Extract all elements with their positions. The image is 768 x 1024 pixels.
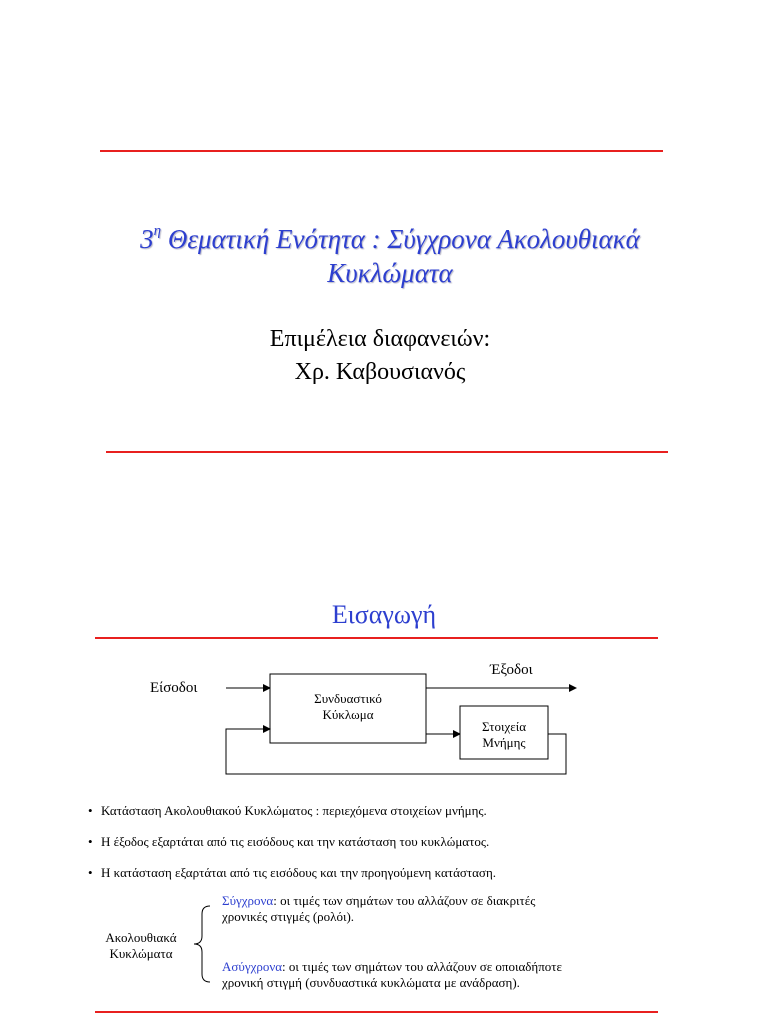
slide1-title-line1: $3^\eta$ Θεματική Ενότητα : Σύγχρονα Ακολουθιακά [140, 223, 640, 254]
inputs-label: Είσοδοι [150, 680, 198, 696]
sequential-circuits-label: Ακολουθιακά Κυκλώματα [105, 930, 177, 961]
asynchronous-description: Ασύγχρονα: οι τιμές των σημάτων του αλλάζουν σε οποιαδήποτε χρονική στιγμή (συνδυαστικά κυκλώματα με ανάδραση). [222, 959, 562, 990]
synchronous-description: Σύγχρονα: οι τιμές των σημάτων του αλλάζουν σε διακριτές χρονικές στιγμές (ρολόι). [222, 893, 536, 924]
slide1-top-rule [100, 150, 663, 152]
bullet-marker: • [88, 803, 93, 818]
memory-block-label: Στοιχεία Μνήμης [481, 719, 527, 750]
bullet-marker: • [88, 834, 93, 849]
slide1-subtitle [60, 323, 700, 389]
slide1-title [60, 222, 720, 290]
bullet-item: • Η έξοδος εξαρτάται από τις εισόδους και την κατάσταση του κυκλώματος. [88, 834, 490, 849]
bullet-item: • Η κατάσταση εξαρτάται από τις εισόδους και την προηγούμενη κατάσταση. [88, 865, 496, 880]
asynchronous-label: Ασύγχρονα [222, 959, 283, 974]
bullet-marker: • [88, 865, 93, 880]
combinational-block-label: Συνδυαστικό Κύκλωμα [314, 691, 382, 722]
slide1-title-line2: Κυκλώματα [327, 258, 453, 288]
slide2-title: Εισαγωγή [331, 600, 437, 629]
slide1-author-name: Χρ. Καβουσιανός [294, 359, 466, 385]
bullet-item: • Κατάσταση Ακολουθιακού Κυκλώματος : περιεχόμενα στοιχείων μνήμης. [88, 803, 487, 818]
curly-brace [190, 904, 214, 984]
slide1-credit-label: Επιμέλεια διαφανειών: [269, 326, 491, 352]
slide1-bottom-rule [106, 451, 668, 453]
slide2-title-rule [95, 637, 658, 639]
synchronous-label: Σύγχρονα [222, 893, 274, 908]
outputs-label: Έξοδοι [490, 662, 533, 678]
slide2-bottom-rule [95, 1011, 658, 1013]
